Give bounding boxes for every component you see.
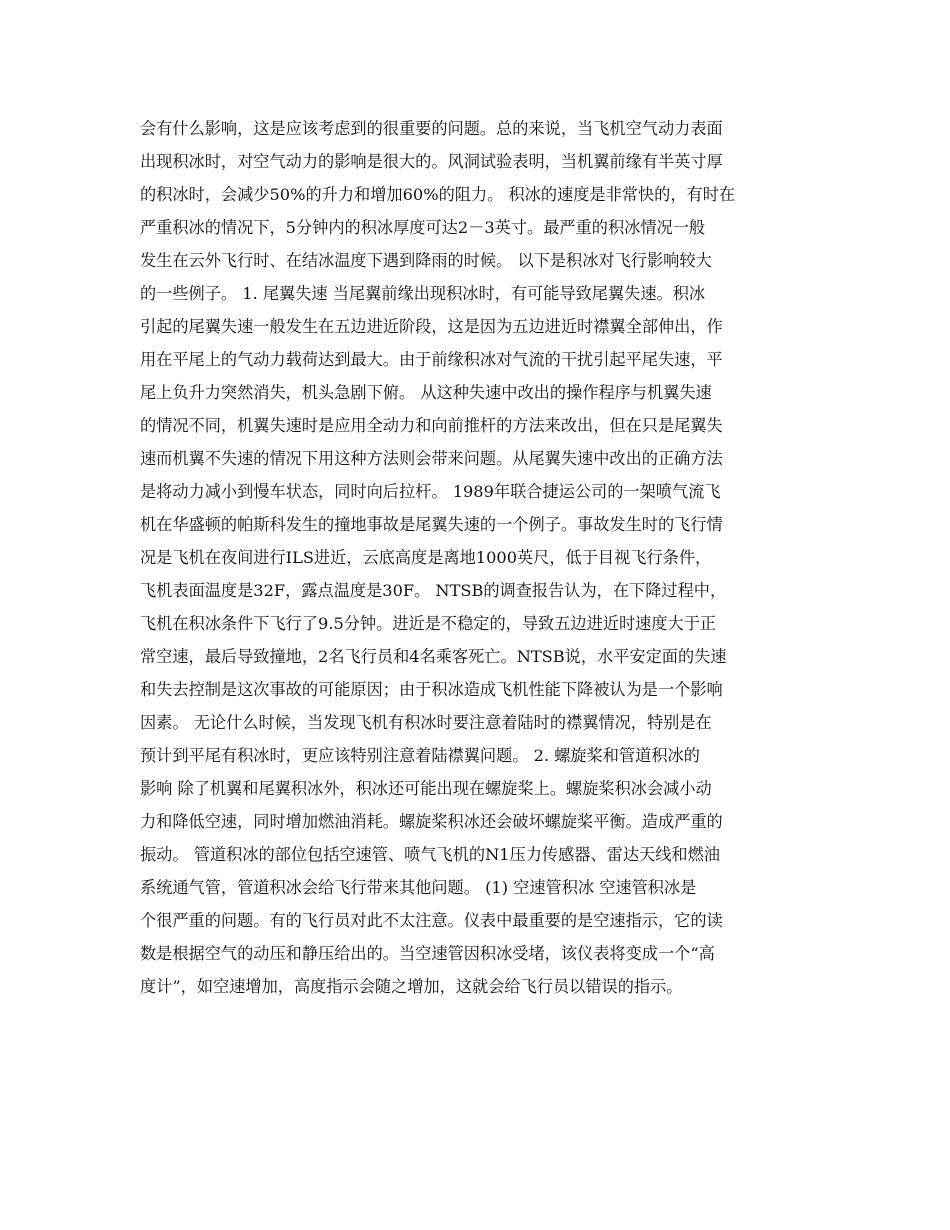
- text-line: 发生在云外飞行时、在结冰温度下遇到降雨的时候。 以下是积冰对飞行影响较大: [140, 251, 712, 270]
- text-line: 的一些例子。 1. 尾翼失速 当尾翼前缘出现积冰时，有可能导致尾翼失速。积冰: [140, 284, 706, 303]
- text-line: 系统通气管，管道积冰会给飞行带来其他问题。 (1) 空速管积冰 空速管积冰是: [140, 878, 697, 897]
- text-line: 预计到平尾有积冰时，更应该特别注意着陆襟翼问题。 2. 螺旋桨和管道积冰的: [140, 746, 700, 765]
- text-line: 影响 除了机翼和尾翼积冰外，积冰还可能出现在螺旋桨上。螺旋桨积冰会减小动: [140, 779, 712, 798]
- text-line: 因素。 无论什么时候，当发现飞机有积冰时要注意着陆时的襟翼情况，特别是在: [140, 713, 712, 732]
- text-line: 况是飞机在夜间进行ILS进近，云底高度是离地1000英尺，低于目视飞行条件，: [140, 548, 712, 567]
- text-line: 会有什么影响，这是应该考虑到的很重要的问题。总的来说，当飞机空气动力表面: [140, 119, 723, 138]
- text-line: 出现积冰时，对空气动力的影响是很大的。风洞试验表明，当机翼前缘有半英寸厚: [140, 152, 723, 171]
- text-line: 个很严重的问题。有的飞行员对此不太注意。仪表中最重要的是空速指示，它的读: [140, 911, 723, 930]
- text-line: 振动。 管道积冰的部位包括空速管、喷气飞机的N1压力传感器、雷达天线和燃油: [140, 845, 720, 864]
- text-line: 常空速，最后导致撞地，2名飞行员和4名乘客死亡。NTSB说，水平安定面的失速: [140, 647, 727, 666]
- text-line: 和失去控制是这次事故的可能原因；由于积冰造成飞机性能下降被认为是一个影响: [140, 680, 723, 699]
- text-line: 速而机翼不失速的情况下用这种方法则会带来问题。从尾翼失速中改出的正确方法: [140, 449, 723, 468]
- text-line: 尾上负升力突然消失，机头急剧下俯。 从这种失速中改出的操作程序与机翼失速: [140, 383, 712, 402]
- text-line: 引起的尾翼失速一般发生在五边进近阶段，这是因为五边进近时襟翼全部伸出，作: [140, 317, 723, 336]
- text-line: 严重积冰的情况下，5分钟内的积冰厚度可达2－3英寸。最严重的积冰情况一般: [140, 218, 706, 237]
- text-line: 飞机在积冰条件下飞行了9.5分钟。进近是不稳定的，导致五边进近时速度大于正: [140, 614, 717, 633]
- text-line: 飞机表面温度是32F，露点温度是30F。 NTSB的调查报告认为，在下降过程中，: [140, 581, 727, 600]
- text-line: 的积冰时，会减少50%的升力和增加60%的阻力。 积冰的速度是非常快的，有时在: [140, 185, 736, 204]
- body-text: [140, 112, 815, 1003]
- text-line: 度计”，如空速增加，高度指示会随之增加，这就会给飞行员以错误的指示。: [140, 977, 683, 996]
- text-line: 的情况不同，机翼失速时是应用全动力和向前推杆的方法来改出，但在只是尾翼失: [140, 416, 723, 435]
- text-line: 是将动力减小到慢车状态，同时向后拉杆。 1989年联合捷运公司的一架喷气流飞: [140, 482, 721, 501]
- text-line: 机在华盛顿的帕斯科发生的撞地事故是尾翼失速的一个例子。事故发生时的飞行情: [140, 515, 723, 534]
- text-line: 用在平尾上的气动力载荷达到最大。由于前缘积冰对气流的干扰引起平尾失速，平: [140, 350, 723, 369]
- text-line: 数是根据空气的动压和静压给出的。当空速管因积冰受堵，该仪表将变成一个“高: [140, 944, 715, 963]
- text-line: 力和降低空速，同时增加燃油消耗。螺旋桨积冰还会破坏螺旋桨平衡。造成严重的: [140, 812, 723, 831]
